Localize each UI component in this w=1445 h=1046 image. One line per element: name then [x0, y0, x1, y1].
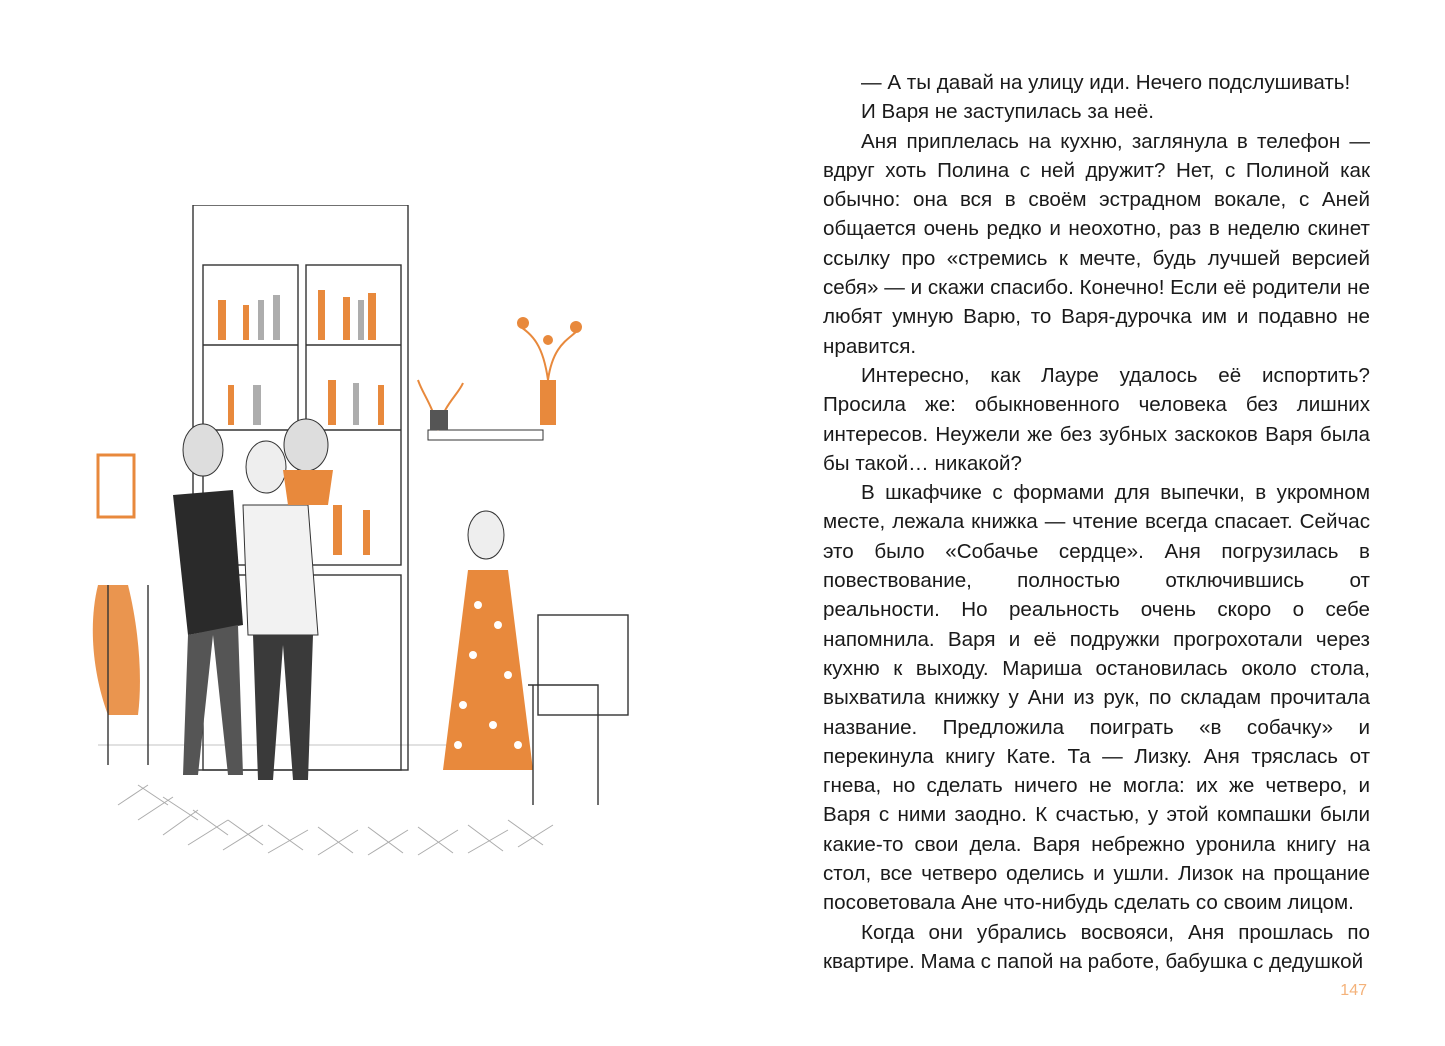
paragraph: В шкафчике с формами для выпечки, в укромном месте, лежала книжка — чтение всегда спасает. Сейчас это было «Собачье сердце». Аня погрузилась в повествование, полностью отключившись от реальности. Но реальность очень скоро о себе напомнила. Варя и её подружки прогрохотали через кухню к выходу. Мариша остановилась около стола, выхватила книжку у Ани из рук, по складам прочитала название. Предложила поиграть «в собачку» и перекинула книгу Кате. Та — Лизку. Аня тряслась от гнева, но сделать ничего не могла: их же четверо, и Варя с ними заодно. К счастью, у этой компашки были какие-то свои дела. Варя небрежно уронила книгу на стол, все четверо оделись и ушли. Лизок на прощание посоветовала Ане что-нибудь сделать со своим лицом.	[823, 481, 1370, 915]
paragraph: Аня приплелась на кухню, заглянула в телефон — вдруг хоть Полина с ней дружит? Нет, с Полиной как обычно: она вся в своём эстрадном вокале, с Аней общается очень редко и неохотно, раз в неделю скинет ссылку про «стремись к мечте, будь лучшей версией себя» — и скажи спасибо. Конечно! Если её родители не любят умную Варю, то Варя-дурочка им и подавно не нравится.	[823, 129, 1370, 358]
page-number: 147	[1340, 982, 1367, 999]
chair-coat	[93, 585, 140, 715]
side-furniture	[528, 615, 628, 805]
illustration-girls-in-kitchen	[78, 205, 678, 865]
girl-3	[283, 419, 333, 505]
paragraph: И Варя не заступилась за неё.	[861, 100, 1154, 124]
girl-1	[173, 424, 243, 775]
right-page	[722, 0, 1445, 1046]
wall-shelf	[418, 317, 582, 440]
left-page	[0, 0, 722, 1046]
paragraph: Когда они убрались восвояси, Аня прошлась по квартире. Мама с папой на работе, бабушка с дедушкой	[823, 920, 1370, 973]
wall-frame	[98, 455, 134, 517]
body-text	[823, 68, 1370, 976]
paragraph: Интересно, как Лауре удалось её испортить? Просила же: обыкновенного человека без лишних интересов. Неужели же без зубных заскоков Варя была бы такой… никакой?	[823, 363, 1370, 475]
girl-4	[443, 511, 533, 770]
paragraph: — А ты давай на улицу иди. Нечего подслушивать!	[861, 71, 1351, 94]
